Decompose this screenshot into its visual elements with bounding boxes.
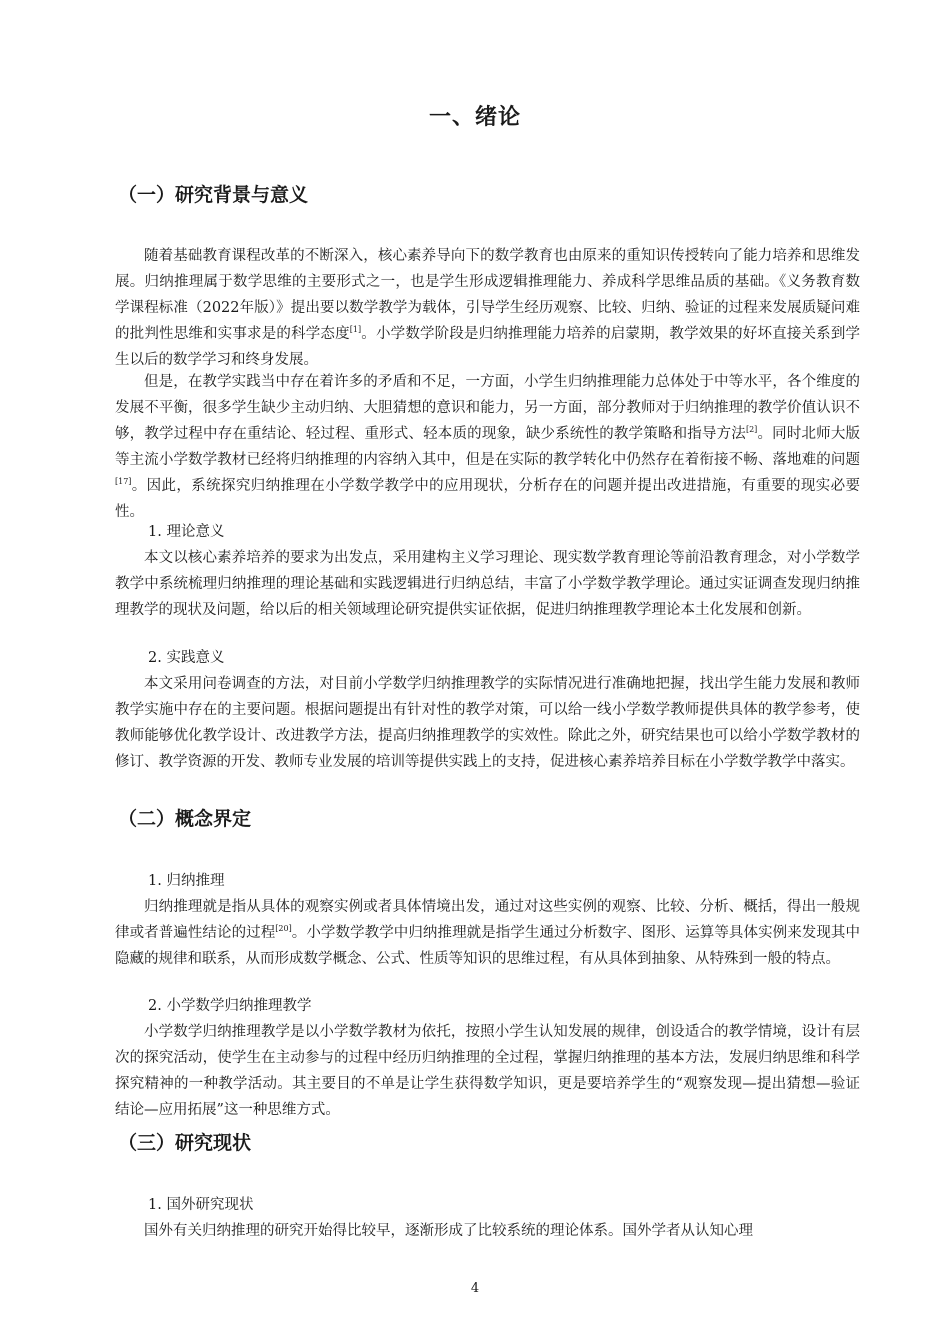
paragraph-background-2: 但是，在教学实践当中存在着许多的矛盾和不足，一方面，小学生归纳推理能力总体处于中等水平，各个维度的发展不平衡，很多学生缺少主动归纳、大胆猜想的意识和能力，另一方面，部分教师对于归纳推理的教学价值认识不够，教学过程中存在重结论、轻过程、重形式、轻本质的现象，缺少系统性的教学策略和指导方法[2]。同时北师大版等主流小学数学教材已经将归纳推理的内容纳入其中，但是在实际的教学转化中仍然存在着衔接不畅、落地难的问题[17]。因此，系统探究归纳推理在小学数学教学中的应用现状，分析存在的问题并提出改进措施，有重要的现实必要性。 <box>115 374 861 520</box>
subheading-teaching: 2. 小学数学归纳推理教学 <box>148 998 312 1014</box>
paragraph-foreign-research: 国外有关归纳推理的研究开始得比较早，逐渐形成了比较系统的理论体系。国外学者从认知心理 <box>144 1223 753 1239</box>
subheading-inductive-reasoning: 1. 归纳推理 <box>148 873 225 889</box>
section-heading-background: （一）研究背景与意义 <box>118 184 309 206</box>
citation-ref: [2] <box>745 425 758 435</box>
subheading-foreign-research: 1. 国外研究现状 <box>148 1197 254 1213</box>
section-heading-concepts: （二）概念界定 <box>118 808 252 830</box>
citation-ref: [17] <box>115 477 132 487</box>
paragraph-background-1: 随着基础教育课程改革的不断深入，核心素养导向下的数学教育也由原来的重知识传授转向了能力培养和思维发展。归纳推理属于数学思维的主要形式之一，也是学生形成逻辑推理能力、养成科学思维品质的基础。《义务教育数学课程标准（2022年版）》提出要以数学教学为载体，引导学生经历观察、比较、归纳、验证的过程来发展质疑问难的批判性思维和实事求是的科学态度[1]。小学数学阶段是归纳推理能力培养的启蒙期，教学效果的好坏直接关系到学生以后的数学学习和终身发展。 <box>115 248 861 368</box>
paragraph-practice: 本文采用问卷调查的方法，对目前小学数学归纳推理教学的实际情况进行准确地把握，找出学生能力发展和教师教学实施中存在的主要问题。根据问题提出有针对性的教学对策，可以给一线小学数学教师提供具体的教学参考，使教师能够优化教学设计、改进教学方法，提高归纳推理教学的实效性。除此之外，研究结果也可以给小学数学教材的修订、教学资源的开发、教师专业发展的培训等提供实践上的支持，促进核心素养培养目标在小学数学教学中落实。 <box>115 676 860 770</box>
paragraph-inductive-reasoning: 归纳推理就是指从具体的观察实例或者具体情境出发，通过对这些实例的观察、比较、分析、概括，得出一般规律或者普遍性结论的过程[20]。小学数学教学中归纳推理就是指学生通过分析数字、图形、运算等具体实例来发现其中隐藏的规律和联系，从而形成数学概念、公式、性质等知识的思维过程，有从具体到抽象、从特殊到一般的特点。 <box>115 899 861 967</box>
subheading-practice: 2. 实践意义 <box>148 650 225 666</box>
paragraph-theory: 本文以核心素养培养的要求为出发点，采用建构主义学习理论、现实数学教育理论等前沿教育理念，对小学数学教学中系统梳理归纳推理的理论基础和实践逻辑进行归纳总结，丰富了小学数学教学理论。通过实证调查发现归纳推理教学的现状及问题，给以后的相关领域理论研究提供实证依据，促进归纳推理教学理论本土化发展和创新。 <box>115 550 860 618</box>
page-number: 4 <box>470 1281 480 1296</box>
paragraph-teaching: 小学数学归纳推理教学是以小学数学教材为依托，按照小学生认知发展的规律，创设适合的教学情境，设计有层次的探究活动，使学生在主动参与的过程中经历归纳推理的全过程，掌握归纳推理的基本方法，发展归纳思维和科学探究精神的一种教学活动。其主要目的不单是让学生获得数学知识，更是要培养学生的“观察发现—提出猜想—验证结论—应用拓展”这一种思维方式。 <box>115 1024 860 1118</box>
subheading-theory: 1. 理论意义 <box>148 524 225 540</box>
citation-ref: [1] <box>349 325 362 335</box>
citation-ref: [20] <box>275 924 292 934</box>
section-heading-status: （三）研究现状 <box>118 1132 252 1154</box>
chapter-title: 一、绪论 <box>428 105 521 130</box>
